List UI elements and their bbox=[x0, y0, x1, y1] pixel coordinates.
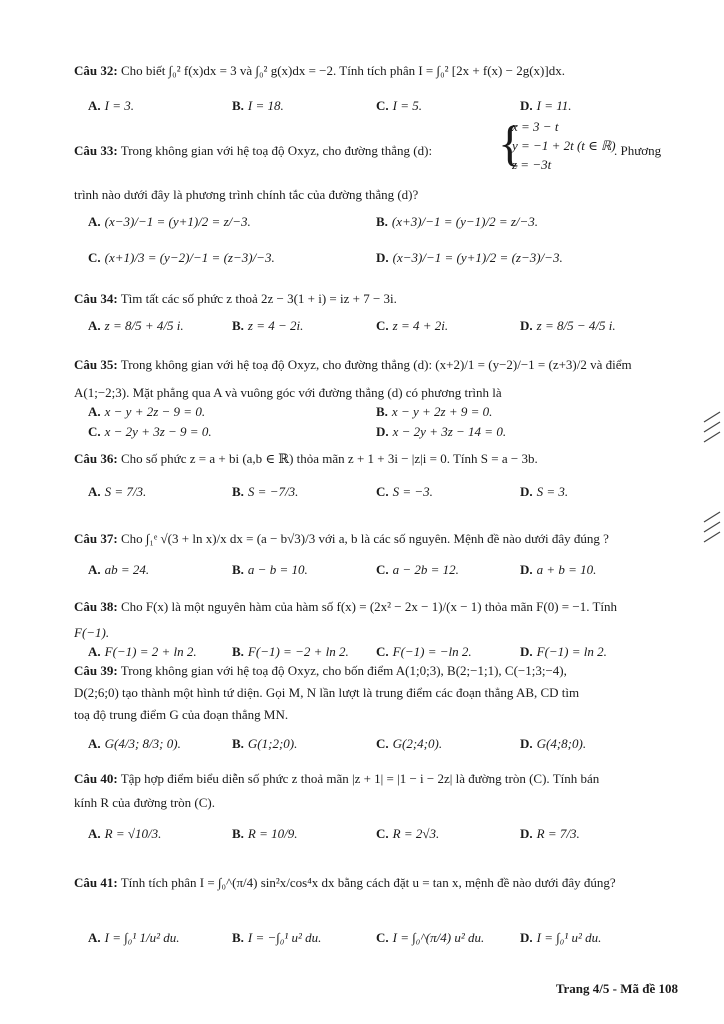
question-label: Câu 38: bbox=[74, 599, 118, 614]
option-d[interactable]: D. x − 2y + 3z − 14 = 0. bbox=[376, 424, 507, 439]
question-35 bbox=[74, 356, 694, 373]
question-36 bbox=[74, 450, 694, 467]
line-system: x = 3 − t y = −1 + 2t (t ∈ ℝ) z = −3t bbox=[512, 119, 616, 172]
option-c[interactable]: C. a − 2b = 12. bbox=[376, 562, 459, 577]
question-39 bbox=[74, 662, 694, 679]
option-a[interactable]: A. x − y + 2z − 9 = 0. bbox=[88, 404, 206, 419]
question-text: Trong không gian với hệ toạ độ Oxyz, cho đường thẳng (d): (x+2)/1 = (y−2)/−1 = (z+3)/2 và điểm bbox=[120, 357, 632, 372]
option-c[interactable]: C. I = 5. bbox=[376, 98, 422, 113]
option-a[interactable]: A. G(4/3; 8/3; 0). bbox=[88, 736, 181, 751]
option-b[interactable]: B. F(−1) = −2 + ln 2. bbox=[232, 644, 349, 659]
question-label: Câu 37: bbox=[74, 531, 118, 546]
option-c[interactable]: C. G(2;4;0). bbox=[376, 736, 443, 751]
option-a[interactable]: A. R = √10/3. bbox=[88, 826, 162, 841]
options-39 bbox=[88, 736, 694, 756]
question-text: Cho biết ∫₀² f(x)dx = 3 và ∫₀² g(x)dx = −2. Tính tích phân I = ∫₀² [2x + f(x) − 2g(x)]dx. bbox=[120, 63, 565, 78]
option-b[interactable]: B. R = 10/9. bbox=[232, 826, 298, 841]
option-b[interactable]: B. a − b = 10. bbox=[232, 562, 308, 577]
option-c[interactable]: C. z = 4 + 2i. bbox=[376, 318, 449, 333]
option-b[interactable]: B. G(1;2;0). bbox=[232, 736, 298, 751]
option-b[interactable]: B. I = 18. bbox=[232, 98, 284, 113]
question-33-tail: . Phương bbox=[614, 143, 662, 158]
question-label: Câu 34: bbox=[74, 291, 118, 306]
option-c[interactable]: C. x − 2y + 3z − 9 = 0. bbox=[88, 424, 212, 439]
options-33-row1 bbox=[88, 214, 694, 250]
option-a[interactable]: A. S = 7/3. bbox=[88, 484, 147, 499]
option-a[interactable]: A. (x−3)/−1 = (y+1)/2 = z/−3. bbox=[88, 214, 251, 229]
option-c[interactable]: C. (x+1)/3 = (y−2)/−1 = (z−3)/−3. bbox=[88, 250, 275, 265]
question-38-text2: F(−1). bbox=[74, 625, 110, 640]
question-text: Cho ∫₁ᵉ √(3 + ln x)/x dx = (a − b√3)/3 với a, b là các số nguyên. Mệnh đề nào dưới đây đúng ? bbox=[120, 531, 609, 546]
option-d[interactable]: D. S = 3. bbox=[520, 484, 569, 499]
question-40-text2: kính R của đường tròn (C). bbox=[74, 795, 216, 810]
question-38 bbox=[74, 598, 694, 615]
option-b[interactable]: B. (x+3)/−1 = (y−1)/2 = z/−3. bbox=[376, 214, 539, 229]
question-label: Câu 32: bbox=[74, 63, 118, 78]
option-a[interactable]: A. F(−1) = 2 + ln 2. bbox=[88, 644, 197, 659]
options-40 bbox=[88, 826, 694, 846]
question-label: Câu 36: bbox=[74, 451, 118, 466]
question-text: Cho số phức z = a + bi (a,b ∈ ℝ) thỏa mãn z + 1 + 3i − |z|i = 0. Tính S = a − 3b. bbox=[120, 451, 538, 466]
system-brace: { bbox=[498, 115, 522, 171]
options-34 bbox=[88, 318, 694, 338]
option-b[interactable]: B. I = −∫₀¹ u² du. bbox=[232, 930, 322, 945]
option-a[interactable]: A. ab = 24. bbox=[88, 562, 150, 577]
option-d[interactable]: D. R = 7/3. bbox=[520, 826, 580, 841]
option-c[interactable]: C. I = ∫₀^(π/4) u² du. bbox=[376, 930, 485, 945]
question-label: Câu 40: bbox=[74, 771, 118, 786]
option-d[interactable]: D. (x−3)/−1 = (y+1)/2 = (z−3)/−3. bbox=[376, 250, 563, 265]
question-34 bbox=[74, 290, 694, 307]
option-d[interactable]: D. G(4;8;0). bbox=[520, 736, 587, 751]
option-d[interactable]: D. I = 11. bbox=[520, 98, 572, 113]
option-c[interactable]: C. F(−1) = −ln 2. bbox=[376, 644, 472, 659]
page-footer: Trang 4/5 - Mã đề 108 bbox=[555, 981, 678, 996]
options-35-row2 bbox=[88, 424, 694, 444]
options-36 bbox=[88, 484, 694, 504]
option-a[interactable]: A. z = 8/5 + 4/5 i. bbox=[88, 318, 184, 333]
option-c[interactable]: C. S = −3. bbox=[376, 484, 433, 499]
options-37 bbox=[88, 562, 694, 582]
option-d[interactable]: D. a + b = 10. bbox=[520, 562, 597, 577]
option-d[interactable]: D. z = 8/5 − 4/5 i. bbox=[520, 318, 616, 333]
question-text: Tính tích phân I = ∫₀^(π/4) sin²x/cos⁴x dx bằng cách đặt u = tan x, mệnh đề nào dưới đây đúng? bbox=[120, 875, 616, 890]
question-37 bbox=[74, 530, 694, 547]
question-label: Câu 33: bbox=[74, 143, 118, 158]
question-32 bbox=[74, 62, 694, 79]
options-41 bbox=[88, 930, 694, 950]
option-a[interactable]: A. I = ∫₀¹ 1/u² du. bbox=[88, 930, 180, 945]
question-text: Tìm tất các số phức z thoả 2z − 3(1 + i) = iz + 7 − 3i. bbox=[120, 291, 397, 306]
option-a[interactable]: A. I = 3. bbox=[88, 98, 134, 113]
question-text: Cho F(x) là một nguyên hàm của hàm số f(x) = (2x² − 2x − 1)/(x − 1) thỏa mãn F(0) = −1. Tính bbox=[120, 599, 618, 614]
page-edge-decoration-icon bbox=[700, 410, 724, 550]
option-d[interactable]: D. F(−1) = ln 2. bbox=[520, 644, 607, 659]
question-41 bbox=[74, 874, 694, 891]
question-text: Tập hợp điểm biểu diễn số phức z thoả mãn |z + 1| = |1 − i − 2z| là đường tròn (C). Tính bán bbox=[120, 771, 600, 786]
options-35-row1 bbox=[88, 404, 694, 424]
question-35-text2: A(1;−2;3). Mặt phẳng qua A và vuông góc với đường thẳng (d) có phương trình là bbox=[74, 385, 502, 400]
option-b[interactable]: B. z = 4 − 2i. bbox=[232, 318, 304, 333]
question-label: Câu 41: bbox=[74, 875, 118, 890]
options-38 bbox=[88, 644, 694, 664]
question-label: Câu 35: bbox=[74, 357, 118, 372]
question-40 bbox=[74, 770, 694, 787]
question-label: Câu 39: bbox=[74, 663, 118, 678]
option-d[interactable]: D. I = ∫₀¹ u² du. bbox=[520, 930, 602, 945]
options-33-row2 bbox=[88, 250, 694, 286]
question-33-text2: trình nào dưới đây là phương trình chính tắc của đường thẳng (d)? bbox=[74, 187, 419, 202]
question-39-text3: toạ độ trung điểm G của đoạn thẳng MN. bbox=[74, 707, 289, 722]
question-39-text2: D(2;6;0) tạo thành một hình tứ diện. Gọi M, N lần lượt là trung điểm các đoạn thẳng AB, CD tìm bbox=[74, 685, 580, 700]
option-c[interactable]: C. R = 2√3. bbox=[376, 826, 440, 841]
question-text: Trong không gian với hệ toạ độ Oxyz, cho đường thẳng (d): bbox=[120, 143, 433, 158]
option-b[interactable]: B. x − y + 2z + 9 = 0. bbox=[376, 404, 493, 419]
question-text: Trong không gian với hệ toạ độ Oxyz, cho bốn điểm A(1;0;3), B(2;−1;1), C(−1;3;−4), bbox=[120, 663, 567, 678]
option-b[interactable]: B. S = −7/3. bbox=[232, 484, 299, 499]
options-32 bbox=[88, 98, 694, 118]
